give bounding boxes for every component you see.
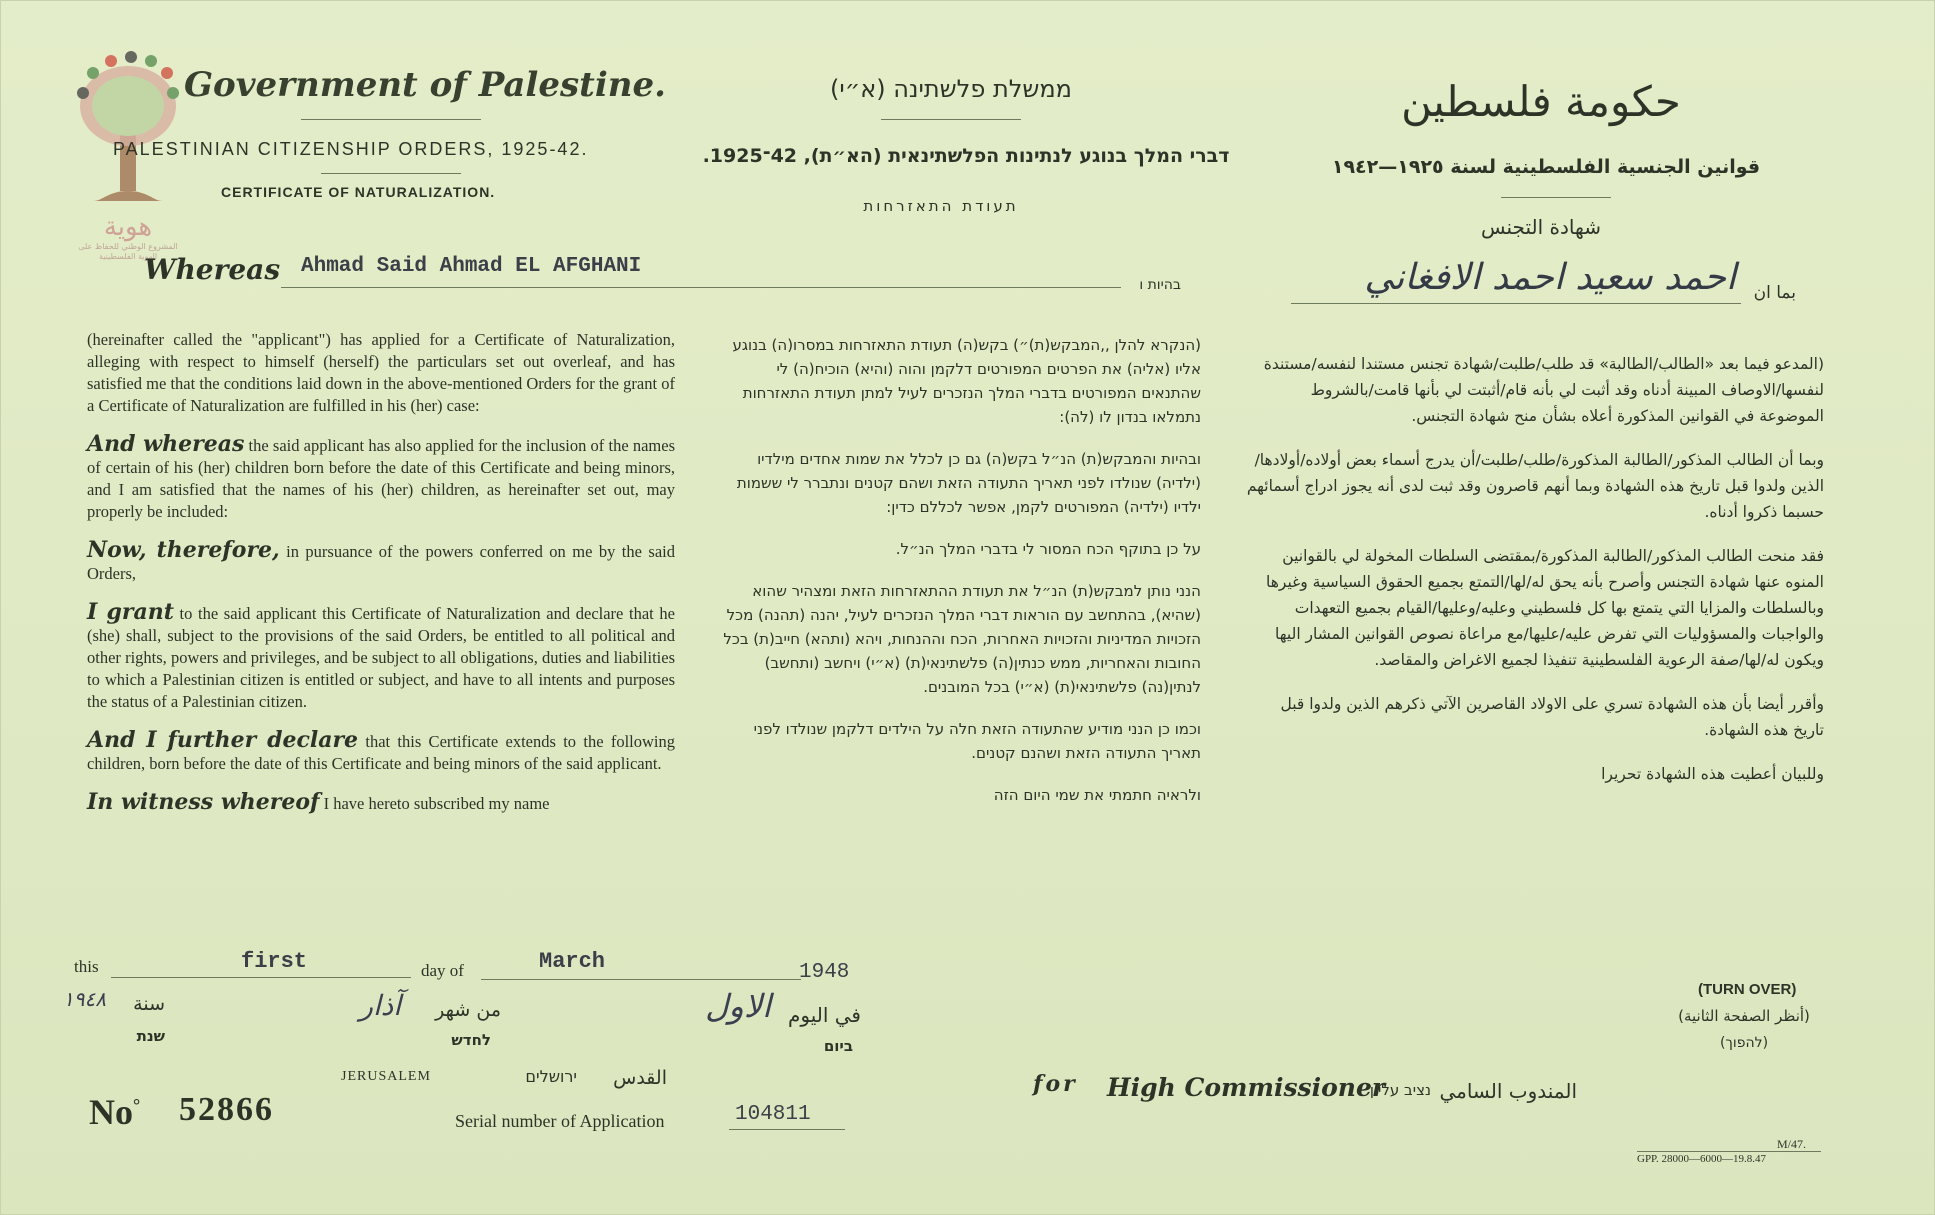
ar-orders-rule xyxy=(1501,197,1611,198)
he-title-rule xyxy=(881,119,1021,120)
he-whereas-label: בהיות ו xyxy=(1139,277,1181,293)
turn-over-en: (TURN OVER) xyxy=(1698,981,1797,998)
ar-paragraph-2: وبما أن الطالب المذكور/الطالبة المذكورة/طلب/طلبت/أن يدرج أسماء بعض أولاده/أولادها/ الذين ولدوا قبل تاريخ هذه الشهادة وبما أنهم قاصرون وقد ثبت لدى أنه يجوز ادراج أسمائهم حسبما ذكروا أدناه. xyxy=(1246,451,1824,521)
ar-whereas-label: بما ان xyxy=(1753,283,1796,303)
he-year-label: שנת xyxy=(136,1027,165,1045)
certificate-number-label: No° xyxy=(89,1092,141,1132)
date-year-value: 1948 xyxy=(799,961,850,984)
en-certificate: CERTIFICATE OF NATURALIZATION. xyxy=(221,184,496,200)
ar-orders: قوانين الجنسية الفلسطينية لسنة ١٩٢٥—١٩٤٢ xyxy=(1331,156,1761,178)
en-paragraph-3: Now, therefore, in pursuance of the powers conferred on me by the said Orders, xyxy=(87,537,675,583)
tree-icon xyxy=(73,51,183,201)
he-month-label: לחדש xyxy=(451,1031,491,1049)
en-paragraph-2: And whereas the said applicant has also applied for the inclusion of the names of certain of his (her) children born before the date of this Certificate and being minors, and I am satisfied that the names of his (her) children, as hereinafter set out, may properly be included: xyxy=(87,431,675,521)
place-en: JERUSALEM xyxy=(341,1069,431,1084)
ar-month-label: من شهر xyxy=(435,999,501,1021)
en-lead-and-whereas: And whereas xyxy=(87,431,245,457)
he-paragraph-4: הנני נותן למבקש(ת) הנ״ל את תעודת ההתאזרחות הזאת ומצהיר שהוא (שהיא), בהתחשב עם הוראות דברי המלך הנזכרים לעיל, יהנה (תהנה) מכל הזכויות המדיניות והזכויות האחרות, הכח וההנחות, ויהא (ותהא) חייב(ת) בכל החובות והאחריות, ממש כנתין(ה) פלשתינאי(ת) (א״י) ויחשב (ותחשב) לנתין(נה) פלשתינאי(ת) (א״י) בכל המובנים. xyxy=(723,582,1201,696)
en-title-rule xyxy=(301,119,481,120)
turn-over-ar: (أنظر الصفحة الثانية) xyxy=(1678,1007,1810,1025)
signature-he: נציב עליון xyxy=(1369,1081,1431,1099)
ar-day-label: في اليوم xyxy=(788,1003,861,1027)
applicant-name: Ahmad Said Ahmad EL AFGHANI xyxy=(301,255,642,278)
form-code: M/47. xyxy=(1777,1137,1807,1151)
turn-over-he: (להפוך) xyxy=(1719,1035,1769,1051)
whereas-rule xyxy=(281,287,1121,288)
serial-rule xyxy=(729,1129,845,1130)
whereas-label: Whereas xyxy=(144,253,281,286)
ar-paragraph-1: (المدعو فيما بعد «الطالب/الطالبة» قد طلب/طلبت/شهادة تجنس مستندا لنفسه/مستندة لنفسها/الاوصاف المبينة أدناه وقد أثبت لي بأنه قام/أثبتت لي بأنها قامت/بالشروط الموضوعة في القوانين المذكورة أعلاه بشأن منح شهادة التجنس. xyxy=(1263,355,1824,425)
place-ar: القدس xyxy=(613,1067,667,1089)
he-paragraph-3: על כן בתוקף הכח המסור לי בדברי המלך הנ״ל. xyxy=(895,540,1201,558)
en-orders: PALESTINIAN CITIZENSHIP ORDERS, 1925-42. xyxy=(113,139,589,159)
date-day-value: first xyxy=(241,949,308,974)
hebrew-body xyxy=(713,333,1201,825)
ar-year-label: سنة xyxy=(133,993,165,1015)
ar-title: حكومة فلسطين xyxy=(1401,77,1681,126)
he-certificate: תעודת התאזרחות xyxy=(863,197,1019,215)
date-day-of-label: day of xyxy=(421,961,464,980)
ar-paragraph-3: فقد منحت الطالب المذكور/الطالبة المذكورة/بمقتضى السلطات المخولة لي بالقوانين المنوه عنها شهادة التجنس وأصرح بأنه يحق له/لها/التمتع بجميع الحقوق السياسية وغيرها وبالسلطات والمزايا التي يتمتع بها كل فلسطيني وعليه/وعليها/القيام بجميع التعهدات والواجبات والمسؤوليات التي تفرض عليه/عليها/مع مراعاة نصوص القوانين المشار اليها ويكون له/لها/صفة الرعوية الفلسطينية تنفيذا لجميع الاغراض والمقاصد. xyxy=(1266,547,1824,669)
ar-certificate: شهادة التجنس xyxy=(1481,215,1601,239)
en-paragraph-6: In witness whereof I have hereto subscribed my name xyxy=(87,789,550,815)
he-paragraph-5: וכמו כן הנני מודיע שהתעודה הזאת חלה על הילדים דלקמן שנולדו לפני תאריך התעודה הזאת ושהנם קטנים. xyxy=(753,720,1201,762)
signature-ar: المندوب السامي xyxy=(1439,1079,1577,1103)
date-this-label: this xyxy=(74,957,99,976)
arabic-body xyxy=(1246,351,1824,805)
ar-day-value: الاول xyxy=(705,987,771,1025)
place-he: ירושלים xyxy=(525,1067,577,1086)
en-paragraph-4: I grant to the said applicant this Certificate of Naturalization and declare that he (she) shall, subject to the provisions of the said Orders, be entitled to all political and other rights, powers and privileges, and be subject to all obligations, duties and liabilities to which a Palestinian citizen is entitled or subject, and have to all intents and purposes the status of a Palestinian citizen. xyxy=(87,599,675,711)
en-paragraph-1: (hereinafter called the "applicant") has applied for a Certificate of Naturalization, alleging with respect to himself (herself) the particulars set out overleaf, and has satisfied me that the conditions laid down in the above-mentioned Orders for the grant of a Certificate of Naturalization are fulfilled in his (her) case: xyxy=(87,330,675,415)
ar-paragraph-4: وأقرر أيضا بأن هذه الشهادة تسري على الاولاد القاصرين الآتي ذكرهم الذين ولدوا قبل تاريخ هذه الشهادة. xyxy=(1280,695,1824,739)
en-orders-rule xyxy=(321,173,461,174)
en-lead-i-grant: I grant xyxy=(87,599,174,625)
ar-paragraph-5: وللبيان أعطيت هذه الشهادة تحريرا xyxy=(1601,765,1824,783)
serial-value: 104811 xyxy=(735,1103,811,1126)
ar-applicant-name: احمد سعيد احمد الافغاني xyxy=(1364,257,1736,298)
he-orders: דברי המלך בנוגע לנתינות הפלשתינאית (הא״ת), 42־1925. xyxy=(702,145,1230,167)
ar-month-value: آذار xyxy=(359,989,401,1022)
en-title: Government of Palestine. xyxy=(184,65,666,105)
he-paragraph-1: (הנקרא להלן ,,המבקש(ת)״) בקש(ה) תעודת התאזרחות במסרו(ה) בנוגע אליו (אליה) את הפרטים המפורטים דלקמן והוה (והיא) הוכיח(ה) לי שהתנאים המפורטים בדברי המלך הנזכרים לעיל למתן תעודת התאזרחות נתמלאו בנדון לו (לה): xyxy=(732,336,1201,426)
english-body xyxy=(87,329,675,831)
certificate-number: 52866 xyxy=(179,1091,274,1128)
signature-for-label: for xyxy=(1033,1071,1078,1097)
logo-caption: المشروع الوطني للحفاظ على الهوية الفلسطينية xyxy=(78,242,178,261)
he-paragraph-2: ובהיות והמבקש(ת) הנ״ל בקש(ה) גם כן לכלל את שמות אחדים מילדיו (ילדיה) שנולדו לפני תאריך התעודה הזאת ושהם קטנים ונתברר לי ששמות ילדיו (ילדיה) המפורטים לקמן, אפשר לכללם כדין: xyxy=(736,450,1201,516)
ar-name-rule xyxy=(1291,303,1741,304)
serial-label: Serial number of Application xyxy=(455,1111,665,1131)
en-lead-further-declare: And I further declare xyxy=(87,727,359,753)
he-day-label: ביום xyxy=(823,1037,853,1055)
date-day-rule xyxy=(111,977,411,978)
logo-script: هوية xyxy=(103,212,153,242)
he-title: ממשלת פלשתינה (א״י) xyxy=(830,75,1072,103)
ar-year-value: ١٩٤٨ xyxy=(63,987,106,1011)
en-lead-now-therefore: Now, therefore, xyxy=(87,537,280,563)
date-month-value: March xyxy=(539,949,606,974)
print-code: GPP. 28000—6000—19.8.47 xyxy=(1637,1153,1766,1165)
en-paragraph-5: And I further declare that this Certificate extends to the following children, born before the date of this Certificate and being minors of the said applicant. xyxy=(87,727,675,773)
signature-title: High Commissioner xyxy=(1107,1073,1386,1102)
form-code-rule xyxy=(1637,1151,1821,1152)
en-lead-in-witness: In witness whereof xyxy=(87,789,320,815)
he-paragraph-6: ולראיה חתמתי את שמי היום הזה xyxy=(993,786,1201,804)
date-month-rule xyxy=(481,979,801,980)
